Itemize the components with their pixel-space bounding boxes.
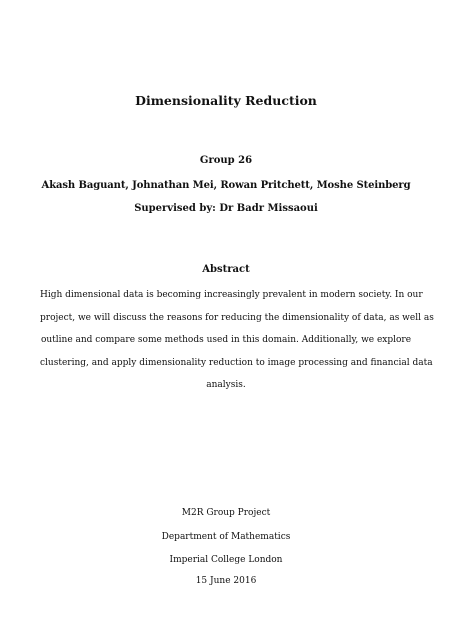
department-label: Department of Mathematics [161,532,291,542]
project-label: M2R Group Project [181,508,271,518]
abstract-line: analysis. [206,380,246,391]
abstract-heading: Abstract [202,264,250,275]
abstract-line: project, we will discuss the reasons for reducing the dimensionality of data, as well as [40,312,434,323]
supervisor-line: Supervised by: Dr Badr Missaoui [134,203,318,214]
paper-title: Dimensionality Reduction [135,93,317,108]
date-label: 15 June 2016 [195,576,257,586]
institution-label: Imperial College London [169,555,283,565]
abstract-line: High dimensional data is becoming increasingly prevalent in modern society. In our [40,290,423,300]
abstract-line: outline and compare some methods used in this domain. Additionally, we explore [40,335,412,346]
abstract-line: clustering, and apply dimensionality reduction to image processing and financial data [40,357,433,368]
author-list: Akash Baguant, Johnathan Mei, Rowan Pritchett, Moshe Steinberg [41,180,411,191]
abstract-body [40,284,434,397]
group-number: Group 26 [199,155,253,166]
